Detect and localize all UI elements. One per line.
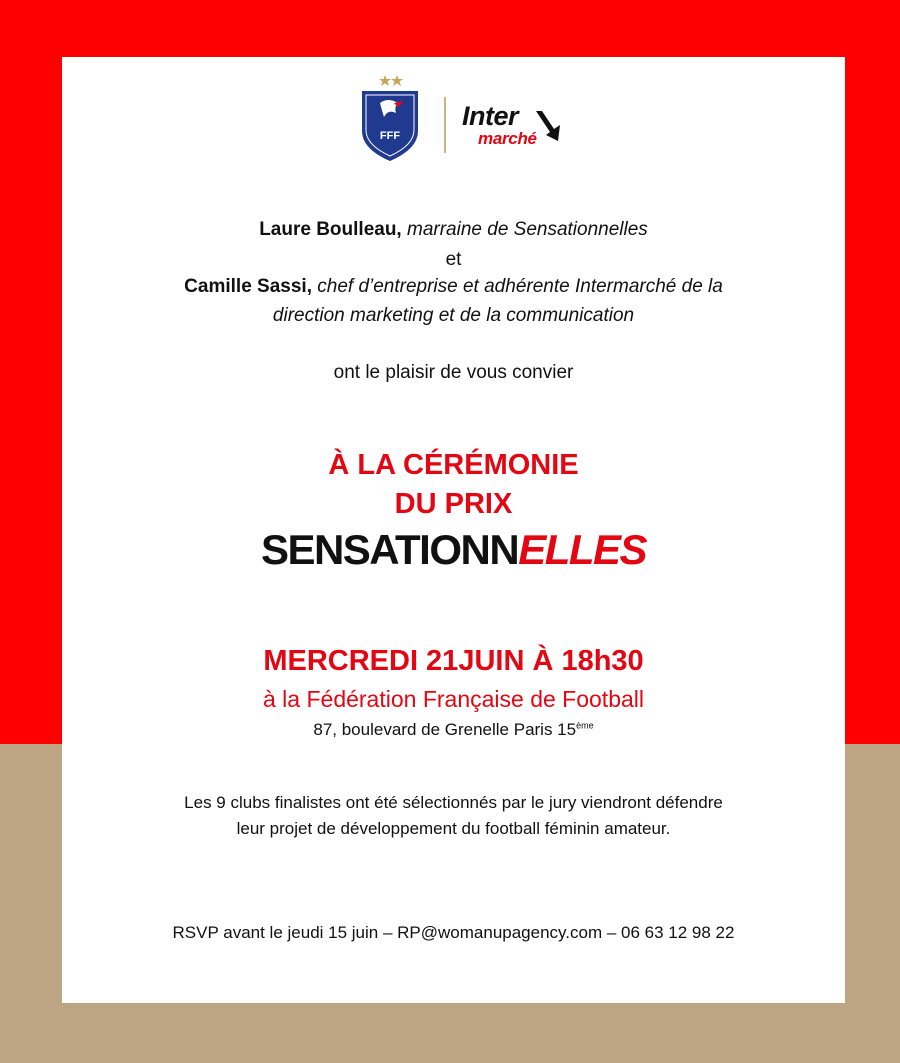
- ceremony-title-line-2: DU PRIX: [394, 488, 513, 520]
- sensationnelles-wordmark: [62, 525, 845, 575]
- host-1-name: Laure Boulleau,: [259, 219, 402, 240]
- intermarche-logo: [462, 101, 572, 153]
- host-conjunction: et: [445, 249, 462, 270]
- event-address: [62, 720, 845, 740]
- event-venue: à la Fédération Française de Football: [263, 686, 644, 712]
- host-1-line: [62, 215, 845, 245]
- invitation-card: [62, 57, 845, 1003]
- wordmark-dark-part: SENSATIONN: [260, 526, 519, 573]
- fff-crest-logo: [358, 73, 422, 163]
- invite-text: ont le plaisir de vous convier: [333, 362, 574, 383]
- description-line-2: leur projet de développement du football féminin amateur.: [236, 819, 671, 838]
- event-address-text: 87, boulevard de Grenelle Paris 15: [313, 720, 577, 739]
- host-2-line: [62, 272, 845, 302]
- description-line-1: Les 9 clubs finalistes ont été sélectionnés par le jury viendront défendre: [184, 793, 723, 812]
- event-date-time: MERCREDI 21JUIN À 18h30: [263, 645, 644, 677]
- event-address-superscript: ème: [576, 720, 594, 731]
- svg-text:FFF: FFF: [379, 130, 401, 142]
- intermarche-arrow-icon: [532, 107, 564, 147]
- host-2-role-line-2: direction marketing et de la communication: [272, 305, 635, 326]
- wordmark-red-part: ELLES: [518, 526, 647, 573]
- intermarche-logo-word-marche: marché: [478, 129, 537, 148]
- host-2-name: Camille Sassi,: [184, 276, 312, 297]
- logo-header: [62, 57, 845, 177]
- intermarche-logo-word-inter: Inter: [462, 101, 519, 131]
- rsvp-line: RSVP avant le jeudi 15 juin – RP@womanupagency.com – 06 63 12 98 22: [172, 923, 735, 942]
- event-description: [62, 790, 845, 842]
- host-1-role: marraine de Sensationnelles: [401, 219, 648, 240]
- host-2-role-line-1: chef d’entreprise et adhérente Intermarché de la: [311, 276, 723, 297]
- logo-divider: [444, 97, 446, 153]
- ceremony-title-line-1: À LA CÉRÉMONIE: [328, 449, 579, 481]
